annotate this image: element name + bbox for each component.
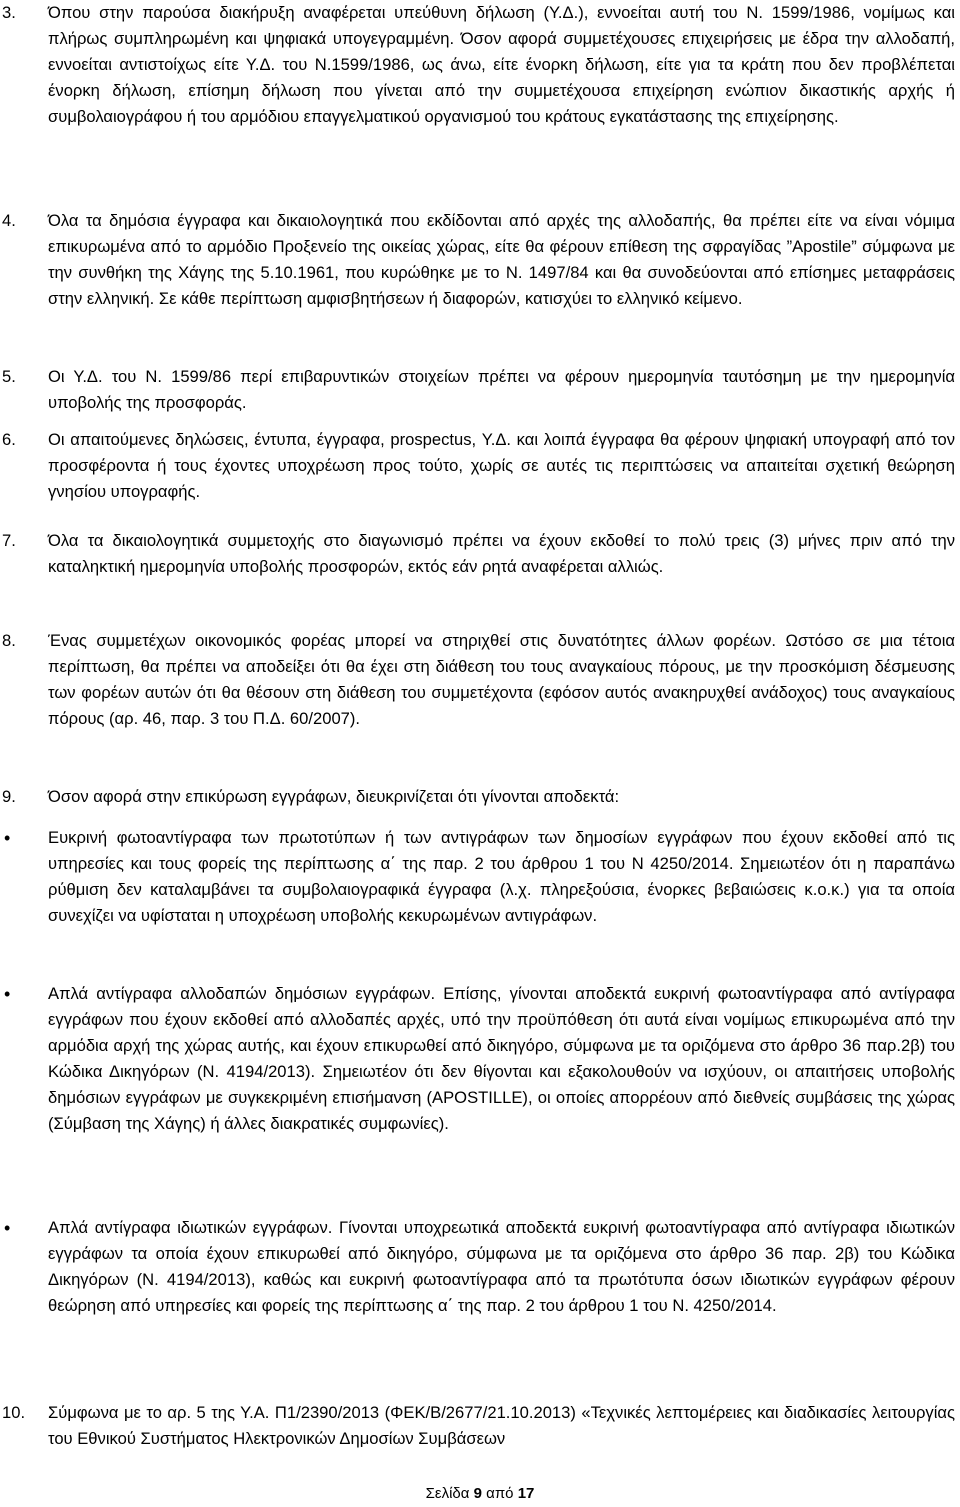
list-item <box>0 628 955 732</box>
item-text: Όλα τα δημόσια έγγραφα και δικαιολογητικά που εκδίδονται από αρχές της αλλοδαπής, θα πρέπει είτε να είναι νόμιμα επικυρωμένα από το αρμόδιο Προξενείο της οικείας χώρας, είτε θα φέρουν επίθεση της σφραγίδας ”Apostile” σύμφωνα με την συνθήκη της Χάγης της 5.10.1961, που κυρώθηκε με το Ν. 1497/84 και θα συνοδεύονται από επίσημες μεταφράσεις στην ελληνική. Σε κάθε περίπτωση αμφισβητήσεων ή διαφορών, κατισχύει το ελληνικό κείμενο. <box>48 211 955 308</box>
list-item <box>0 0 955 130</box>
footer-page-number: 9 <box>473 1485 482 1502</box>
footer-separator: από <box>486 1485 514 1502</box>
bullet-text: Απλά αντίγραφα αλλοδαπών δημόσιων εγγράφων. Επίσης, γίνονται αποδεκτά ευκρινή φωτοαντίγραφα από αντίγραφα εγγράφων που έχουν εκδοθεί από αλλοδαπές αρχές, υπό την προϋπόθεση ότι αυτά είναι νομίμως επικυρωμένα από την αρμόδια αρχή της χώρας αυτής, και έχουν επικυρωθεί από δικηγόρο, σύμφωνα με τα οριζόμενα στο άρθρο 36 παρ.2β) του Κώδικα Δικηγόρων (Ν. 4194/2013). Σημειωτέον ότι δεν θίγονται και εξακολουθούν να ισχύουν, οι απαιτήσεις υποβολής δημόσιων εγγράφων με συγκεκριμένη επισήμανση (APOSTILLE), οι οποίες απορρέουν από διεθνείς συμβάσεις της χώρας (Σύμβαση της Χάγης) ή άλλες διακρατικές συμφωνίες). <box>48 984 955 1133</box>
item-text: Όπου στην παρούσα διακήρυξη αναφέρεται υπεύθυνη δήλωση (Υ.Δ.), εννοείται αυτή του Ν. 1599/1986, νομίμως και πλήρως συμπληρωμένη και ψηφιακά υπογεγραμμένη. Όσον αφορά συμμετέχουσες επιχειρήσεις με έδρα την αλλοδαπή, εννοείται αντιστοίχως είτε Υ.Δ. του Ν.1599/1986, ως άνω, είτε ένορκη δήλωση, είτε για τα κράτη που δεν προβλέπεται ένορκη δήλωση, επίσημη δήλωση που γίνεται από την συμμετέχουσα επιχείρηση ενώπιον δικαστικής αρχής ή συμβολαιογράφου ή του αρμόδιου επαγγελματικού οργανισμού του κράτους εγκατάστασης της επιχείρησης. <box>48 3 955 126</box>
item-text: Οι Υ.Δ. του Ν. 1599/86 περί επιβαρυντικών στοιχείων πρέπει να φέρουν ημερομηνία ταυτόσημη με την ημερομηνία υποβολής της προσφοράς. <box>48 367 955 412</box>
bullet-item <box>0 981 955 1137</box>
item-text: Όλα τα δικαιολογητικά συμμετοχής στο διαγωνισμό πρέπει να έχουν εκδοθεί το πολύ τρεις (3) μήνες πριν από την καταληκτική ημερομηνία υποβολής προσφορών, εκτός εάν ρητά αναφέρεται αλλιώς. <box>48 531 955 576</box>
list-item <box>0 1400 955 1452</box>
bullet-text: Ευκρινή φωτοαντίγραφα των πρωτοτύπων ή των αντιγράφων των δημοσίων εγγράφων που έχουν εκδοθεί από τις υπηρεσίες και τους φορείς της περίπτωσης α΄ της παρ. 2 του άρθρου 1 του Ν 4250/2014. Σημειωτέον ότι η παραπάνω ρύθμιση δεν καταλαμβάνει τα συμβολαιογραφικά έγγραφα (λ.χ. πληρεξούσια, ένορκες βεβαιώσεις κ.ο.κ.) για τα οποία συνεχίζει να υφίσταται η υποχρέωση υποβολής κεκυρωμένων αντιγράφων. <box>48 828 955 925</box>
bullet-icon: • <box>4 984 11 1004</box>
bullet-item <box>0 1215 955 1319</box>
item-text: Οι απαιτούμενες δηλώσεις, έντυπα, έγγραφα, prospectus, Υ.Δ. και λοιπά έγγραφα θα φέρουν ψηφιακή υπογραφή από τον προσφέροντα ή τους έχοντες υποχρέωση προς τούτο, χωρίς σε αυτές τις περιπτώσεις να απαιτείται σχετική θεώρηση γνησίου υπογραφής. <box>48 430 955 501</box>
item-number: 7. <box>2 531 16 550</box>
item-text: Όσον αφορά στην επικύρωση εγγράφων, διευκρινίζεται ότι γίνονται αποδεκτά: <box>48 787 620 806</box>
footer-total-pages: 17 <box>517 1485 535 1502</box>
bullet-icon: • <box>4 1218 11 1238</box>
item-number: 9. <box>2 787 16 806</box>
bullet-text: Απλά αντίγραφα ιδιωτικών εγγράφων. Γίνονται υποχρεωτικά αποδεκτά ευκρινή φωτοαντίγραφα από αντίγραφα ιδιωτικών εγγράφων τα οποία έχουν επικυρωθεί από δικηγόρο, σύμφωνα με τα οριζόμενα στο άρθρο 36 παρ. 2β) του Κώδικα Δικηγόρων (Ν. 4194/2013), καθώς και ευκρινή φωτοαντίγραφα από τα πρωτότυπα όσων ιδιωτικών εγγράφων φέρουν θεώρηση από υπηρεσίες και φορείς της περίπτωσης α΄ της παρ. 2 του άρθρου 1 του Ν. 4250/2014. <box>48 1218 955 1315</box>
bullet-icon: • <box>4 828 11 848</box>
list-item <box>0 528 955 580</box>
item-number: 5. <box>2 367 16 386</box>
item-number: 6. <box>2 430 16 449</box>
bullet-item <box>0 825 955 929</box>
item-number: 4. <box>2 211 16 230</box>
list-item <box>0 427 955 505</box>
item-text: Σύμφωνα με το αρ. 5 της Υ.Α. Π1/2390/2013 (ΦΕΚ/Β/2677/21.10.2013) «Τεχνικές λεπτομέρειες και διαδικασίες λειτουργίας του Εθνικού Συστήματος Ηλεκτρονικών Δημοσίων Συμβάσεων <box>48 1403 955 1448</box>
item-number: 10. <box>2 1403 26 1422</box>
list-item <box>0 364 955 416</box>
item-number: 3. <box>2 3 16 22</box>
item-number: 8. <box>2 631 16 650</box>
list-item <box>0 784 955 810</box>
item-text: Ένας συμμετέχων οικονομικός φορέας μπορεί να στηριχθεί στις δυνατότητες άλλων φορέων. Ωστόσο σε μια τέτοια περίπτωση, θα πρέπει να αποδείξει ότι θα έχει στη διάθεση του τους αναγκαίους πόρους, με την προσκόμιση δέσμευσης των φορέων αυτών ότι θα θέσουν στη διάθεση του συμμετέχοντα (εφόσον αυτός ανακηρυχθεί ανάδοχος) τους αναγκαίους πόρους (αρ. 46, παρ. 3 του Π.Δ. 60/2007). <box>48 631 955 728</box>
list-item <box>0 208 955 312</box>
footer-prefix: Σελίδα <box>425 1485 470 1502</box>
page-footer <box>0 1481 960 1507</box>
